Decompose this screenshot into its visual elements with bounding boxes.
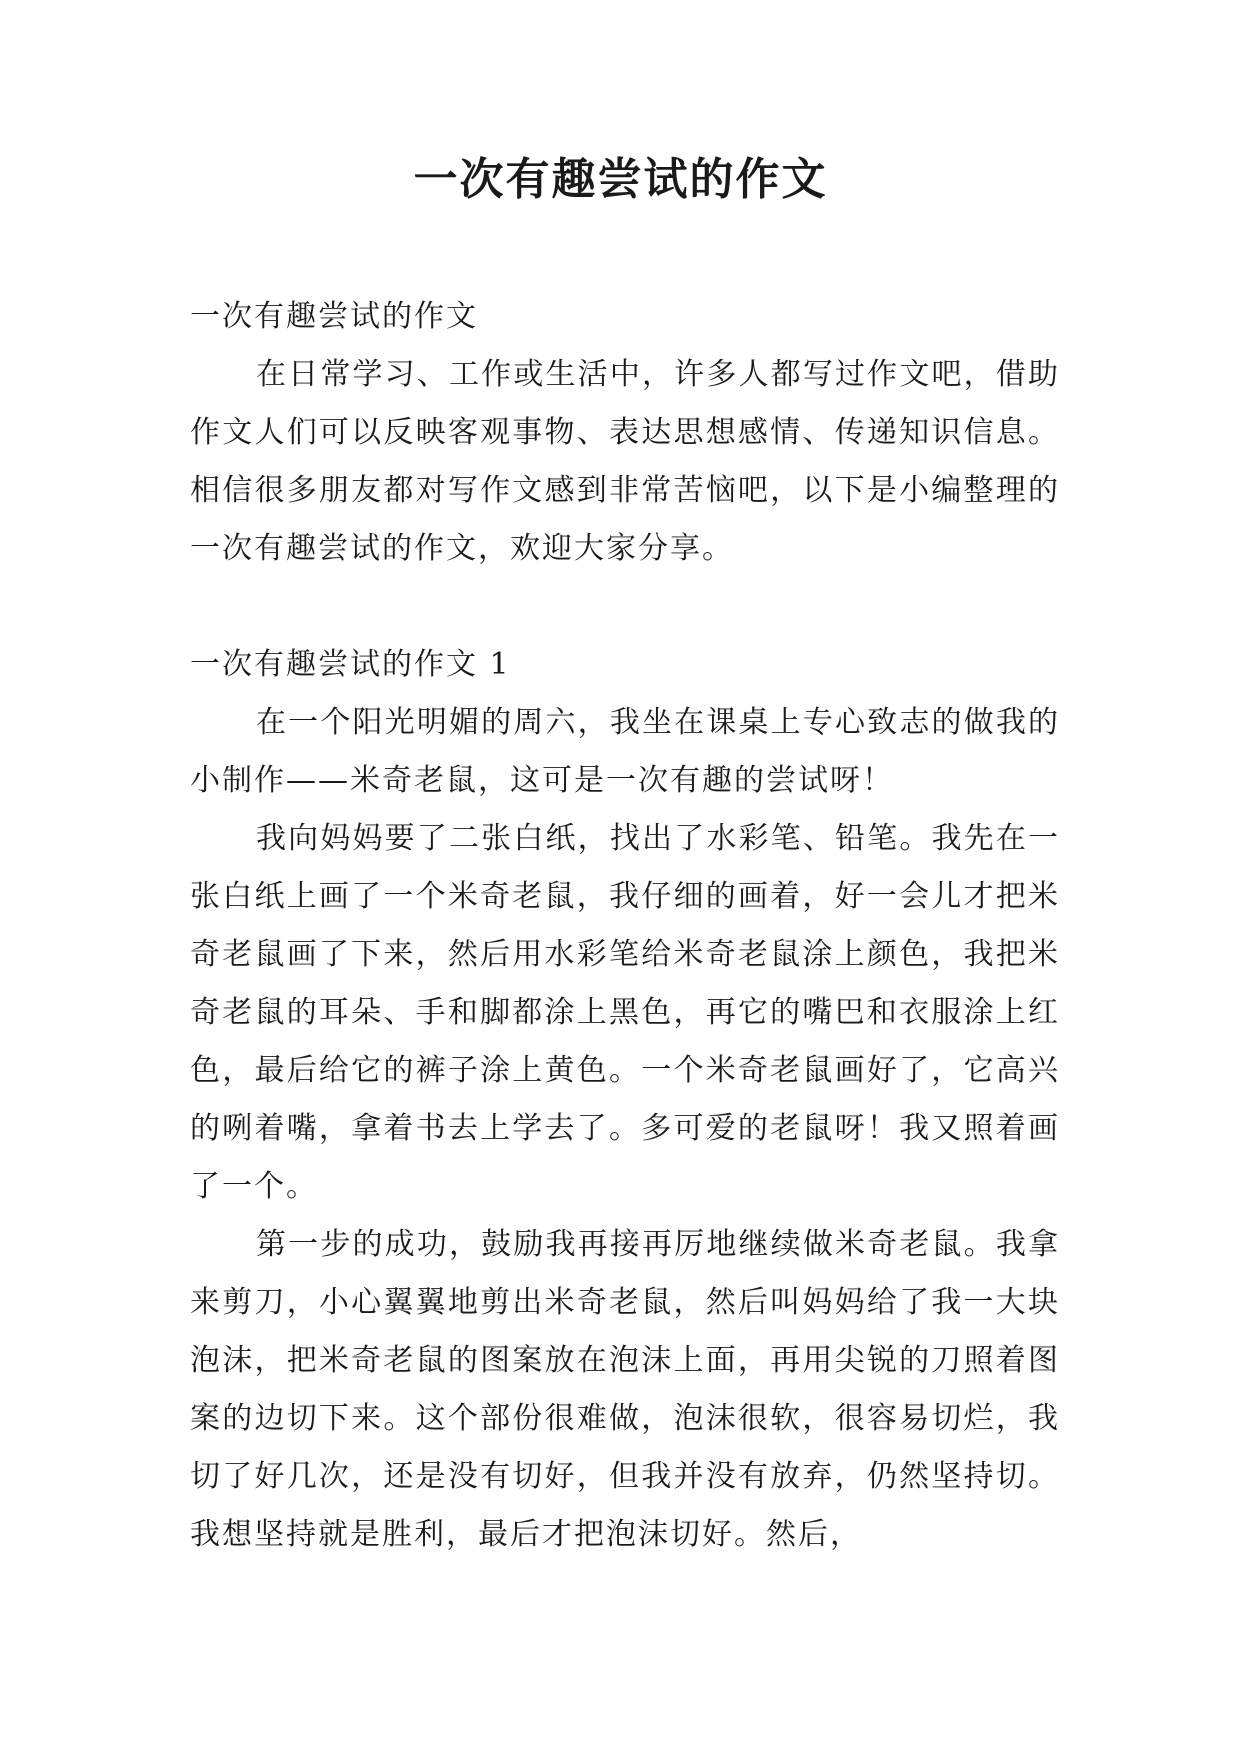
section-1-paragraph-3: 第一步的成功，鼓励我再接再厉地继续做米奇老鼠。我拿来剪刀，小心翼翼地剪出米奇老鼠，然后叫妈妈给了我一大块泡沫，把米奇老鼠的图案放在泡沫上面，再用尖锐的刀照着图案的边切下来。这个部份很难做，泡沫很软，很容易切烂，我切了好几次，还是没有切好，但我并没有放弃，仍然坚持切。我想坚持就是胜利，最后才把泡沫切好。然后， <box>190 1227 1060 1552</box>
section-1-paragraph-2: 我向妈妈要了二张白纸，找出了水彩笔、铅笔。我先在一张白纸上画了一个米奇老鼠，我仔细的画着，好一会儿才把米奇老鼠画了下来，然后用水彩笔给米奇老鼠涂上颜色，我把米奇老鼠的耳朵、手和脚都涂上黑色，再它的嘴巴和衣服涂上红色，最后给它的裤子涂上黄色。一个米奇老鼠画好了，它高兴的咧着嘴，拿着书去上学去了。多可爱的老鼠呀！我又照着画了一个。 <box>190 821 1060 1204</box>
section-spacer <box>190 578 1060 636</box>
intro-heading: 一次有趣尝试的作文 <box>190 299 478 334</box>
document-body <box>190 288 1060 1564</box>
section-1-heading: 一次有趣尝试的作文 1 <box>190 647 511 682</box>
section-1-paragraph-1: 在一个阳光明媚的周六，我坐在课桌上专心致志的做我的小制作——米奇老鼠，这可是一次有趣的尝试呀！ <box>190 705 1060 798</box>
document-title: 一次有趣尝试的作文 <box>413 154 828 205</box>
intro-paragraph: 在日常学习、工作或生活中，许多人都写过作文吧，借助作文人们可以反映客观事物、表达思想感情、传递知识信息。相信很多朋友都对写作文感到非常苦恼吧，以下是小编整理的一次有趣尝试的作文，欢迎大家分享。 <box>190 357 1060 566</box>
